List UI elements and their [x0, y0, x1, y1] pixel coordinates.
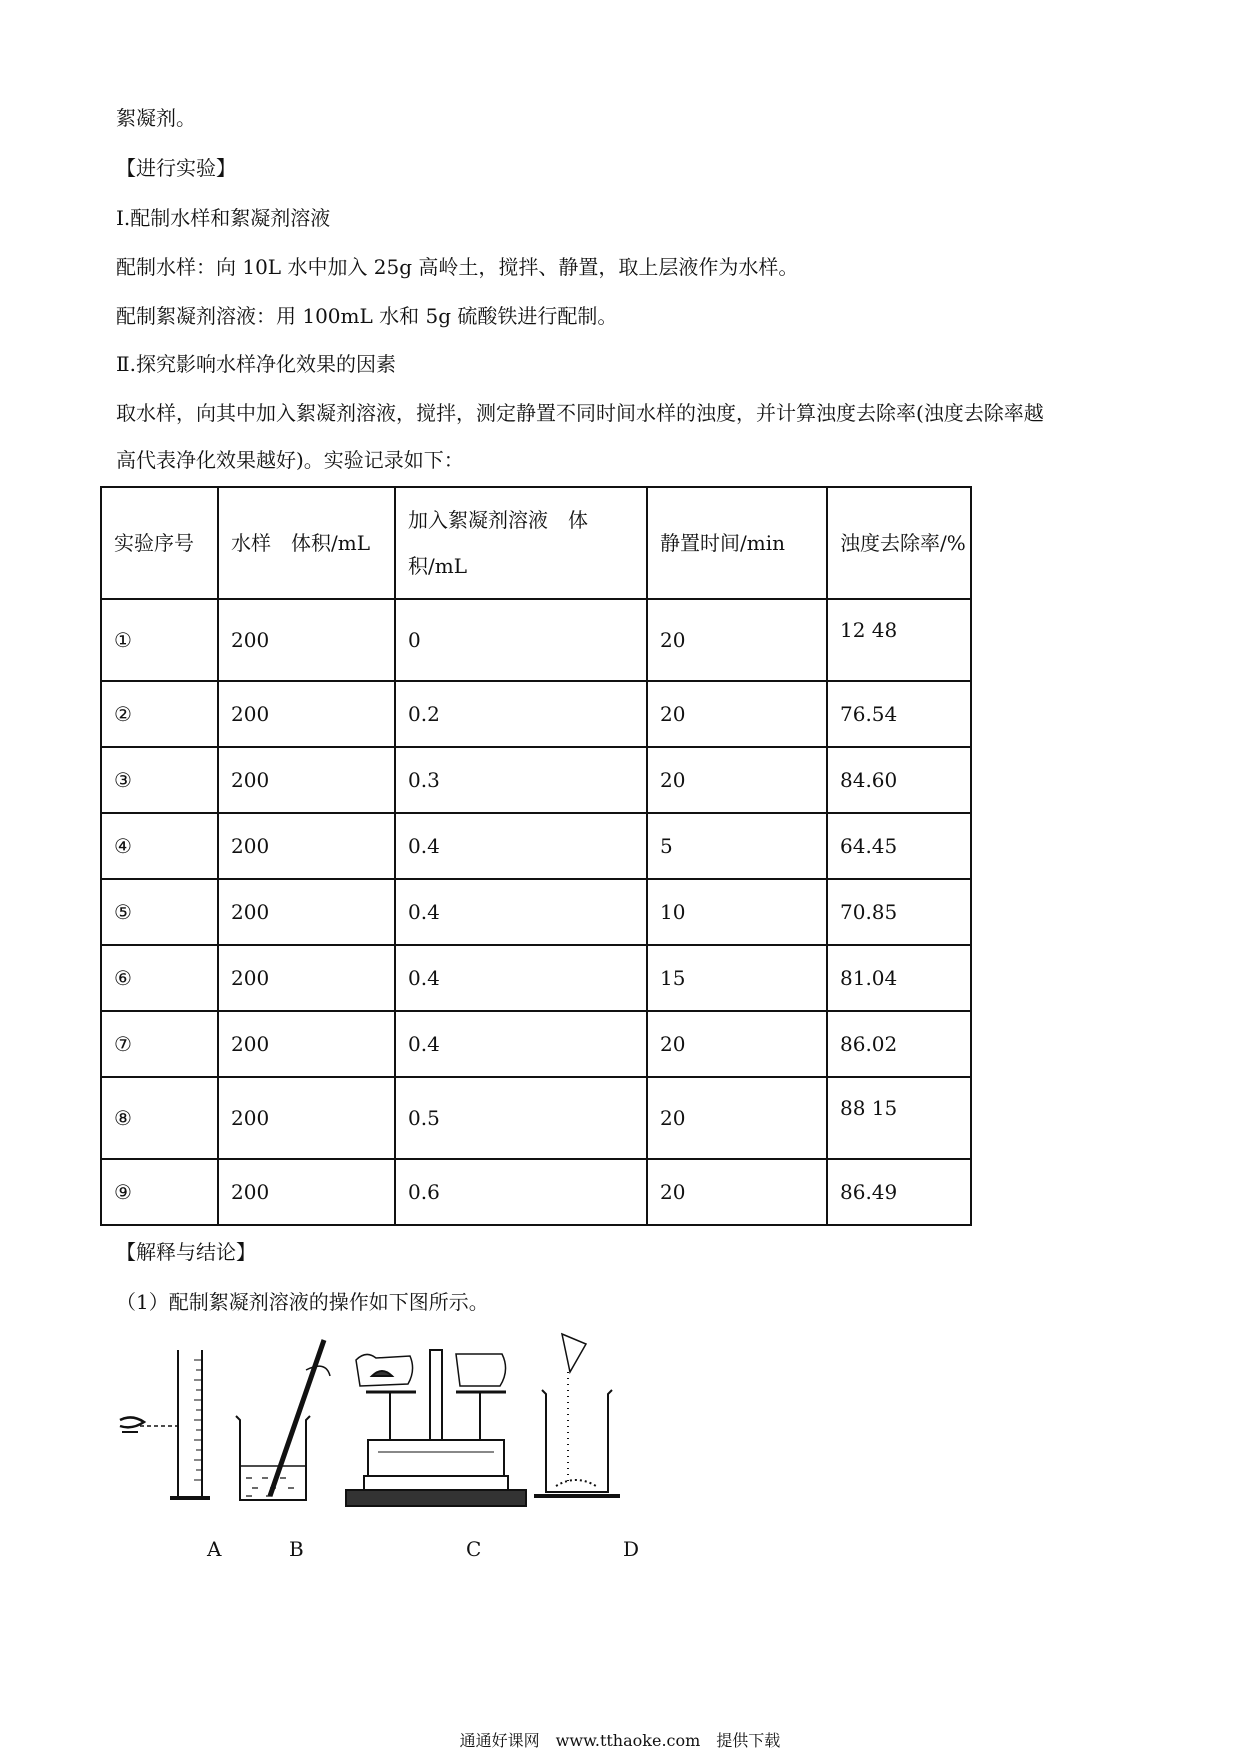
figure-label-b: B: [289, 1537, 304, 1561]
table-cell: 200: [218, 813, 395, 879]
table-cell: 10: [647, 879, 827, 945]
table-row: [101, 1159, 971, 1225]
table-cell: ⑨: [101, 1159, 218, 1225]
table-row: [101, 599, 971, 681]
table-cell: 200: [218, 747, 395, 813]
table-cell: 84.60: [827, 747, 971, 813]
balance-scale-illustration: [346, 1350, 526, 1506]
text-line-water-sample: 配制水样：向 10L 水中加入 25g 高岭土，搅拌、静置，取上层液作为水样。: [116, 255, 799, 279]
header-cell: 静置时间/min: [647, 487, 827, 599]
beaker-pouring-illustration: [534, 1334, 620, 1496]
text-line-1: 絮凝剂。: [116, 106, 196, 130]
table-cell: 20: [647, 599, 827, 681]
table-header-row: [101, 487, 971, 599]
table-cell: 0.4: [395, 1011, 647, 1077]
table-cell: ⑤: [101, 879, 218, 945]
table-cell: 200: [218, 599, 395, 681]
table-cell: 20: [647, 1011, 827, 1077]
table-row: [101, 747, 971, 813]
text-line-flocculant: 配制絮凝剂溶液：用 100mL 水和 5g 硫酸铁进行配制。: [116, 304, 618, 328]
table-row: [101, 813, 971, 879]
table-cell-value: 12 48: [840, 618, 898, 642]
table-cell: ⑧: [101, 1077, 218, 1159]
table-cell: 20: [647, 1077, 827, 1159]
table-cell: 0.4: [395, 813, 647, 879]
table-cell: 86.02: [827, 1011, 971, 1077]
header-cell: 加入絮凝剂溶液 体积/mL: [395, 487, 647, 599]
table-cell: 81.04: [827, 945, 971, 1011]
table-cell: 0.2: [395, 681, 647, 747]
table-cell: 15: [647, 945, 827, 1011]
table-cell: ①: [101, 599, 218, 681]
table-cell: 200: [218, 945, 395, 1011]
table-row: [101, 879, 971, 945]
table-cell: 0.6: [395, 1159, 647, 1225]
figure-label-d: D: [623, 1537, 640, 1561]
table-cell-value: 88 15: [840, 1096, 898, 1120]
table-cell: ④: [101, 813, 218, 879]
table-cell: 64.45: [827, 813, 971, 879]
section-heading-experiment: 【进行实验】: [116, 156, 236, 180]
table-cell: 70.85: [827, 879, 971, 945]
lab-apparatus-figure: [110, 1330, 670, 1520]
header-cell: 浊度去除率/%: [827, 487, 971, 599]
table-cell: 20: [647, 747, 827, 813]
table-row: [101, 1011, 971, 1077]
figure-label-a: A: [207, 1537, 222, 1561]
table-cell: 0: [395, 599, 647, 681]
table-cell: ⑥: [101, 945, 218, 1011]
table-cell: 200: [218, 879, 395, 945]
subsection-heading-2: Ⅱ.探究影响水样净化效果的因素: [116, 352, 396, 376]
table-cell: 200: [218, 1011, 395, 1077]
header-cell: 实验序号: [101, 487, 218, 599]
experiment-table: [100, 486, 972, 1226]
table-cell: 0.4: [395, 879, 647, 945]
table-cell: 200: [218, 681, 395, 747]
text-line-procedure-1: 取水样，向其中加入絮凝剂溶液，搅拌，测定静置不同时间水样的浊度，并计算浊度去除率(浊度去除率越: [116, 401, 1044, 425]
question-1-text: （1）配制絮凝剂溶液的操作如下图所示。: [116, 1290, 489, 1314]
table-cell: 200: [218, 1077, 395, 1159]
page-footer: 通通好课网 www.tthaoke.com 提供下载: [459, 1731, 781, 1750]
graduated-cylinder-illustration: [120, 1350, 210, 1498]
section-heading-conclusion: 【解释与结论】: [116, 1240, 256, 1264]
table-cell: 76.54: [827, 681, 971, 747]
table-row: [101, 681, 971, 747]
text-line-procedure-2: 高代表净化效果越好)。实验记录如下：: [116, 448, 464, 472]
table-cell: ③: [101, 747, 218, 813]
table-cell: [827, 1077, 971, 1159]
beaker-stirring-illustration: [236, 1340, 330, 1500]
table-cell: 0.4: [395, 945, 647, 1011]
table-cell: [827, 599, 971, 681]
header-cell: 水样 体积/mL: [218, 487, 395, 599]
figure-label-c: C: [466, 1537, 482, 1561]
table-cell: ②: [101, 681, 218, 747]
table-cell: 0.5: [395, 1077, 647, 1159]
table-row: [101, 945, 971, 1011]
table-cell: 86.49: [827, 1159, 971, 1225]
table-cell: 20: [647, 681, 827, 747]
table-cell: ⑦: [101, 1011, 218, 1077]
table-cell: 200: [218, 1159, 395, 1225]
table-cell: 20: [647, 1159, 827, 1225]
subsection-heading-1: Ⅰ.配制水样和絮凝剂溶液: [116, 206, 331, 230]
table-cell: 5: [647, 813, 827, 879]
table-row: [101, 1077, 971, 1159]
table-cell: 0.3: [395, 747, 647, 813]
